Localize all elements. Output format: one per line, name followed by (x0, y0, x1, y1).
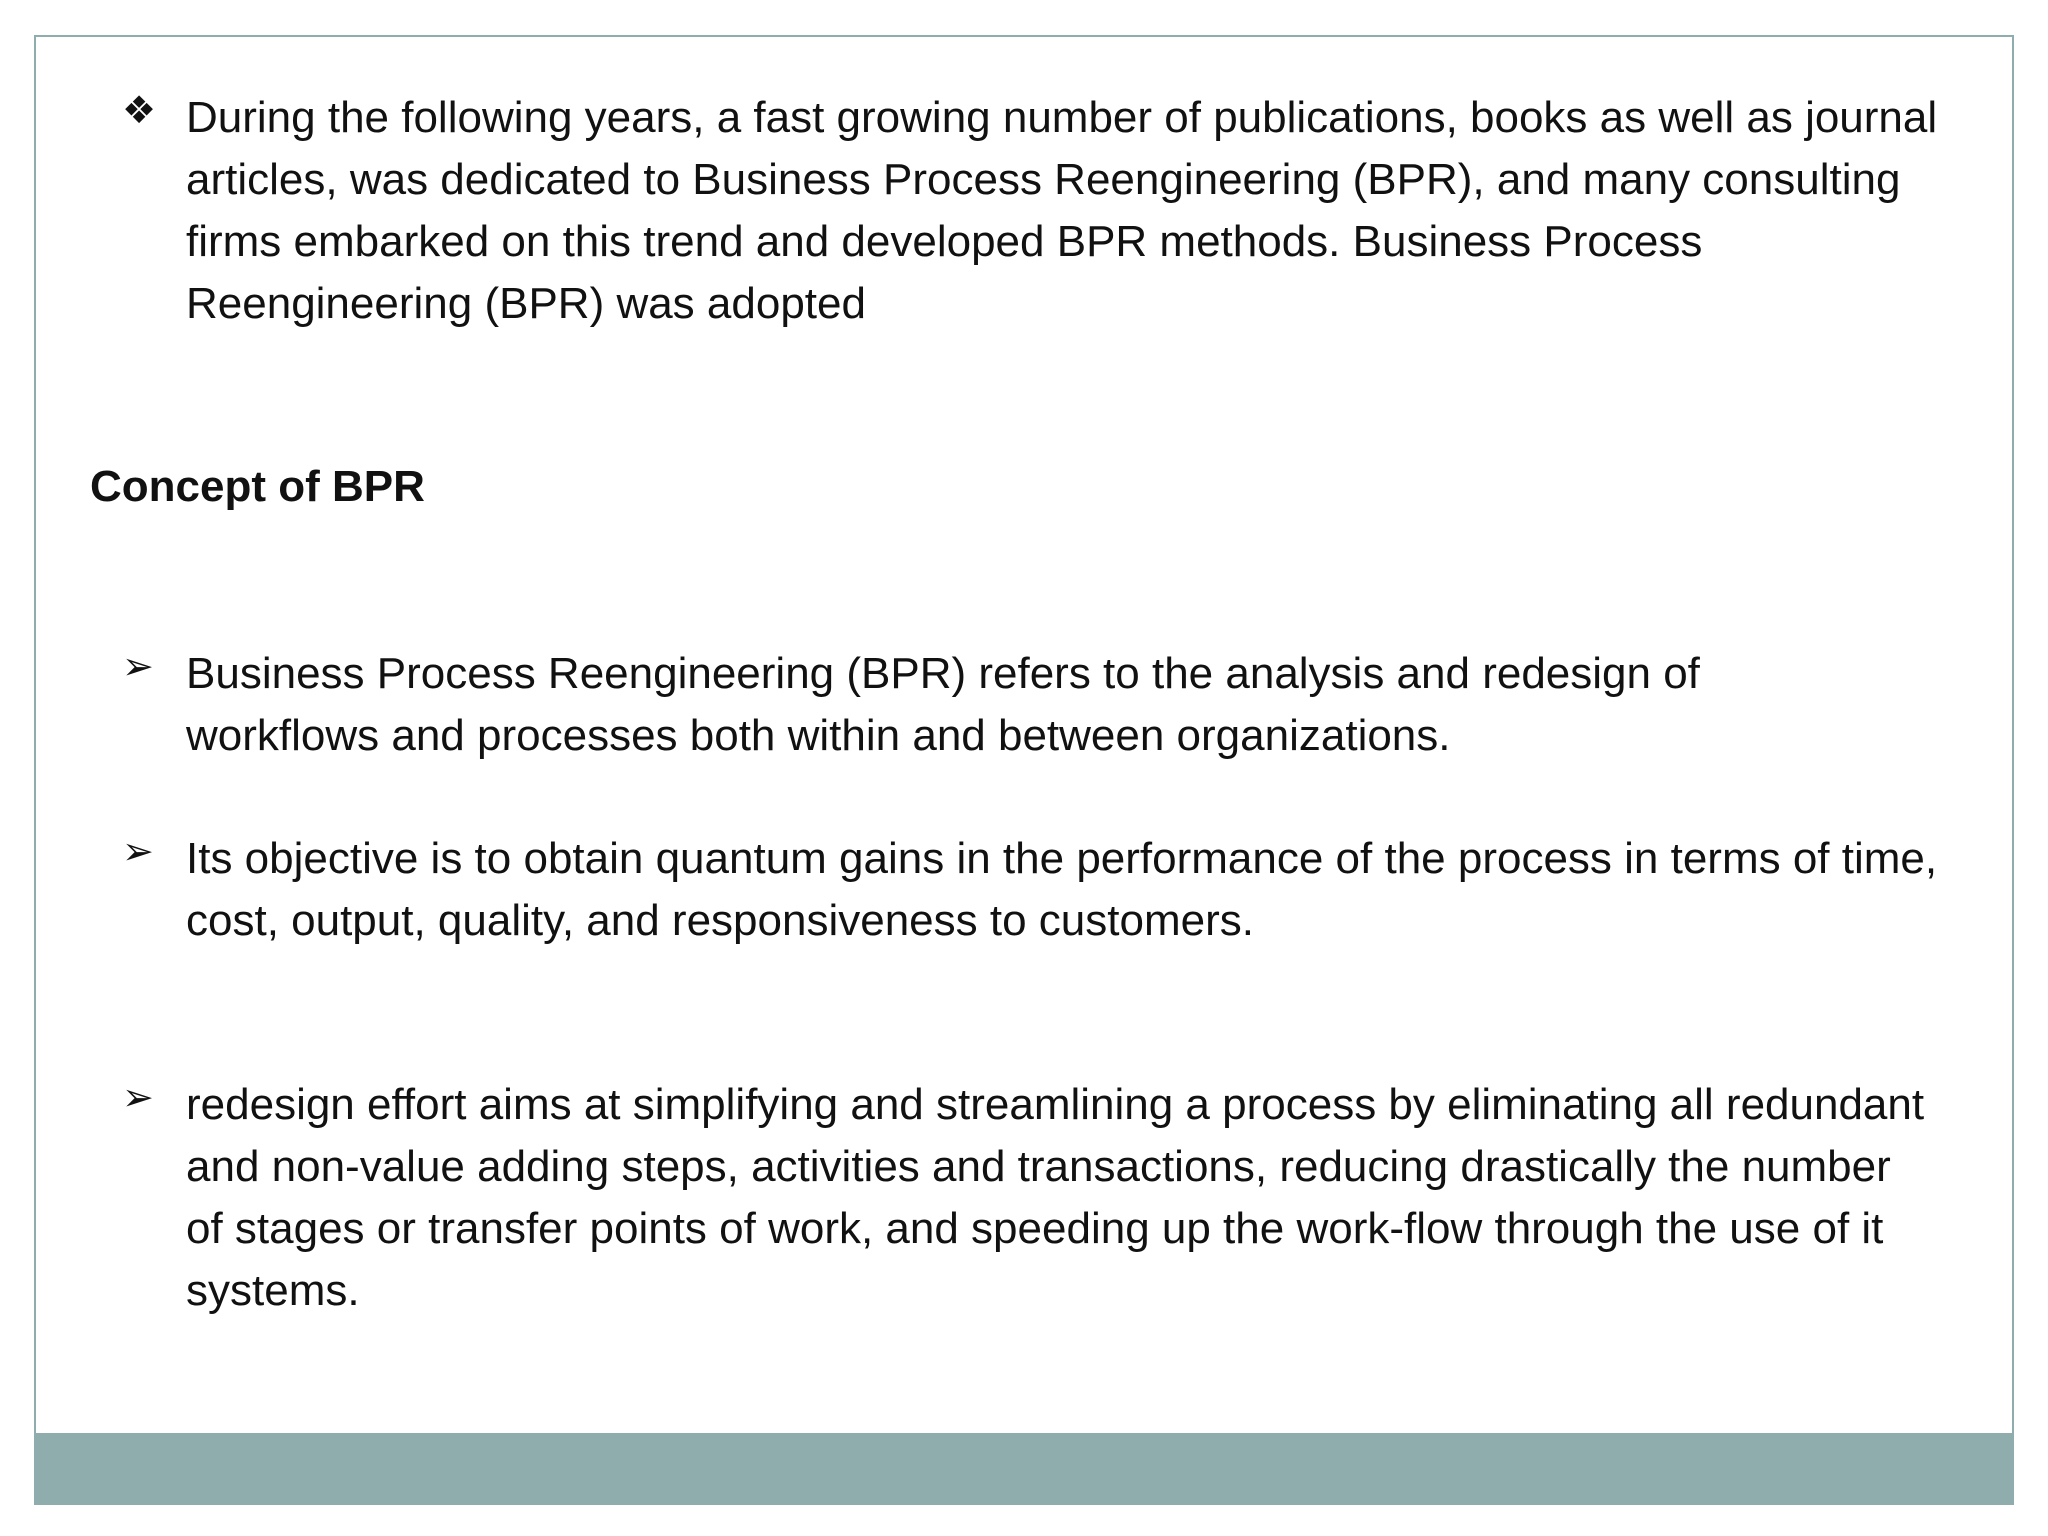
bullet-text-2: Its objective is to obtain quantum gains in the performance of the process in terms of time, cost, output, quality, and responsiveness to customers. (186, 834, 1938, 945)
slide (34, 35, 2014, 1505)
arrow-bullet-icon: ➢ (122, 646, 154, 688)
bullet-text-3: redesign effort aims at simplifying and streamlining a process by eliminating all redundant and non-value adding steps, activities and transactions, reducing drastically the number of stages or transfer points of work, and speeding up the work-flow through the use of it systems. (186, 1080, 1925, 1315)
section-heading: Concept of BPR (90, 462, 425, 511)
bullet-text-1: Business Process Reengineering (BPR) refers to the analysis and redesign of workflows and processes both within and between organizations. (186, 649, 1700, 760)
bullet-item-1 (122, 643, 1846, 767)
bullet-item-2 (122, 828, 1976, 952)
arrow-bullet-icon: ➢ (122, 831, 154, 873)
bullet-item-3 (122, 1074, 1926, 1322)
intro-bullet-text: During the following years, a fast growing number of publications, books as well as journal articles, was dedicated to Business Process Reengineering (BPR), and many consulting firms embarked on this trend and developed BPR methods. Business Process Reengineering (BPR) was adopted (186, 93, 1938, 328)
intro-bullet (122, 87, 1946, 335)
diamond-bullet-icon: ❖ (122, 90, 157, 132)
arrow-bullet-icon: ➢ (122, 1077, 154, 1119)
footer-bar (36, 1433, 2012, 1503)
